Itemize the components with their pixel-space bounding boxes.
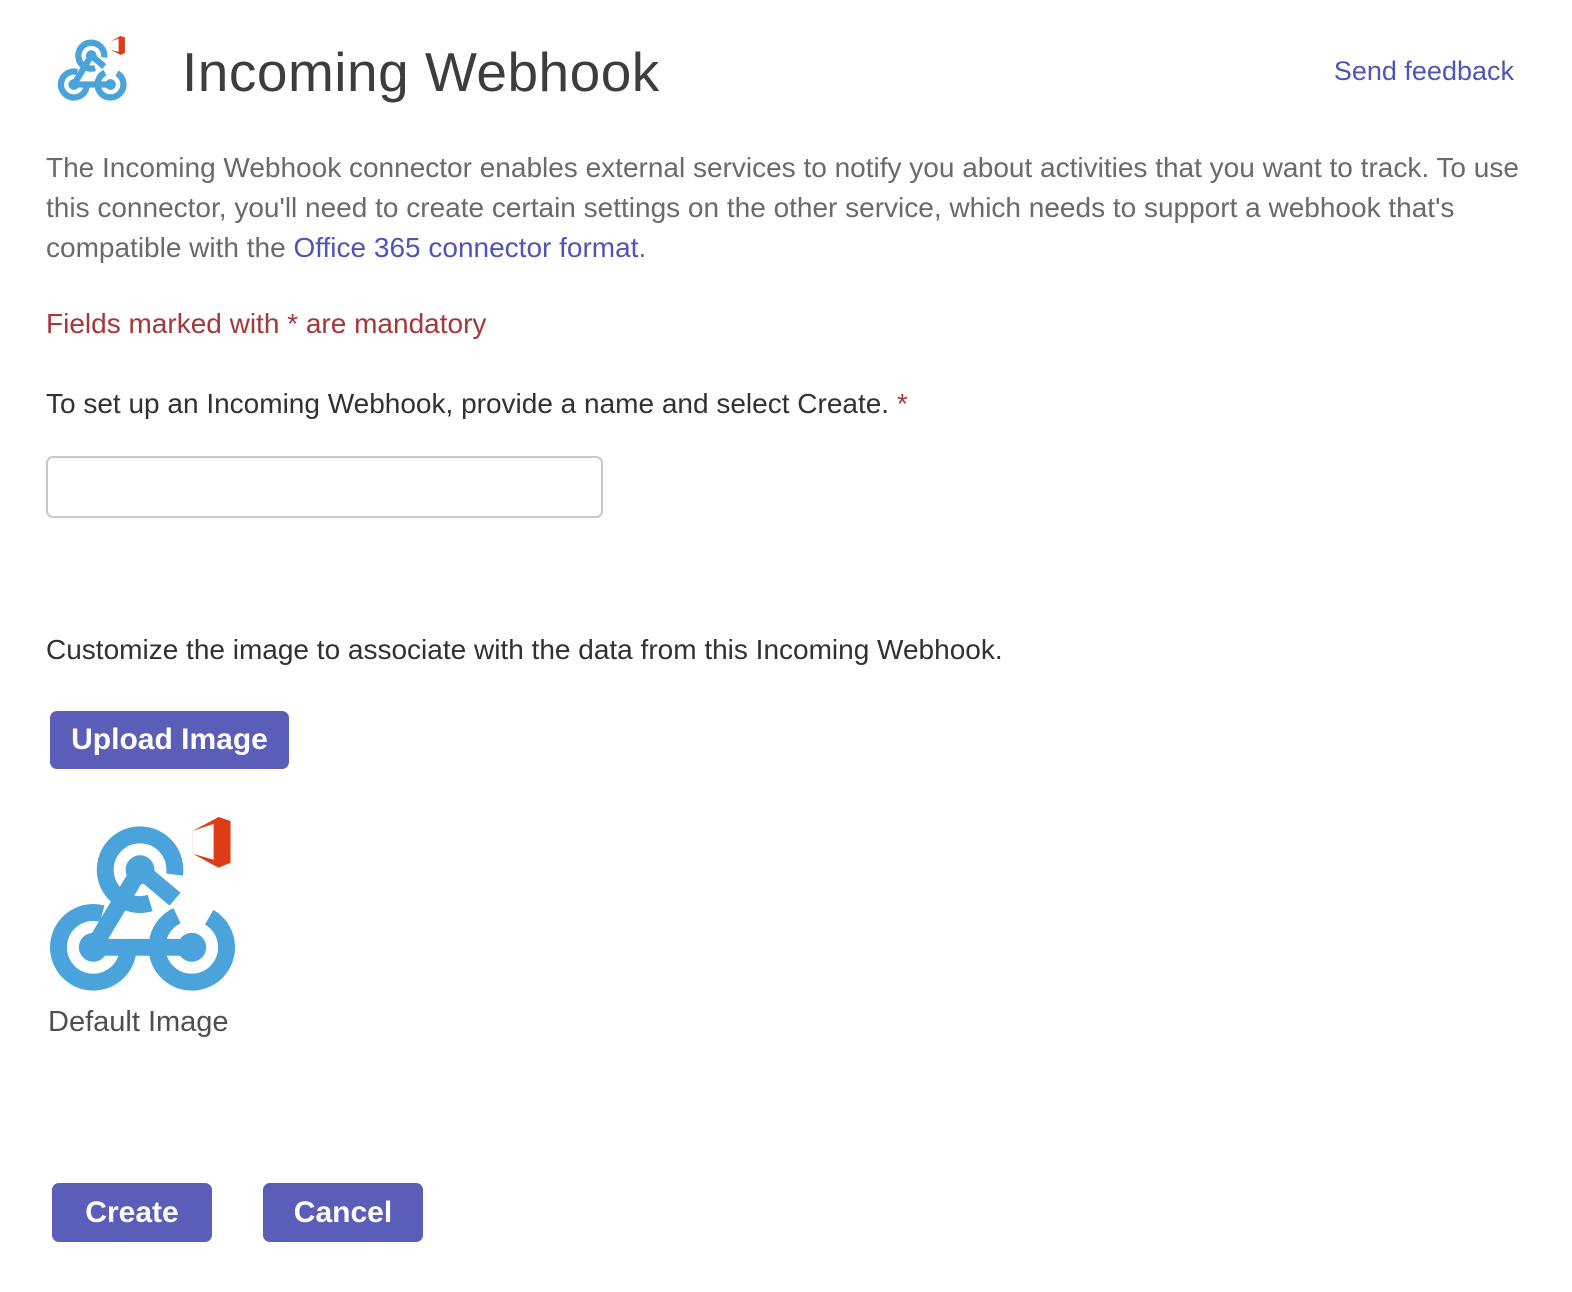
- description-text-end: .: [638, 232, 647, 263]
- cancel-button[interactable]: Cancel: [263, 1183, 423, 1242]
- create-button[interactable]: Create: [52, 1183, 212, 1242]
- send-feedback-link[interactable]: Send feedback: [1333, 56, 1514, 86]
- default-image-preview: [42, 810, 242, 1004]
- upload-image-button[interactable]: Upload Image: [50, 711, 289, 769]
- mandatory-fields-note: Fields marked with * are mandatory: [46, 308, 487, 339]
- required-asterisk: *: [896, 388, 908, 419]
- default-image-caption: Default Image: [48, 1006, 229, 1038]
- page-title: Incoming Webhook: [182, 41, 660, 103]
- office-365-connector-format-link[interactable]: Office 365 connector format: [293, 232, 639, 263]
- webhook-name-input[interactable]: [46, 456, 603, 518]
- connector-description: [46, 148, 1524, 268]
- incoming-webhook-icon: [55, 33, 129, 106]
- customize-image-label: Customize the image to associate with the data from this Incoming Webhook.: [46, 634, 1003, 665]
- webhook-name-label: To set up an Incoming Webhook, provide a name and select Create. *: [46, 388, 908, 419]
- description-text: The Incoming Webhook connector enables external services to notify you about activities that you want to track. To use this connector, you'll need to create certain settings on the other service, which needs to support a webhook that's compatible with the: [46, 152, 1519, 263]
